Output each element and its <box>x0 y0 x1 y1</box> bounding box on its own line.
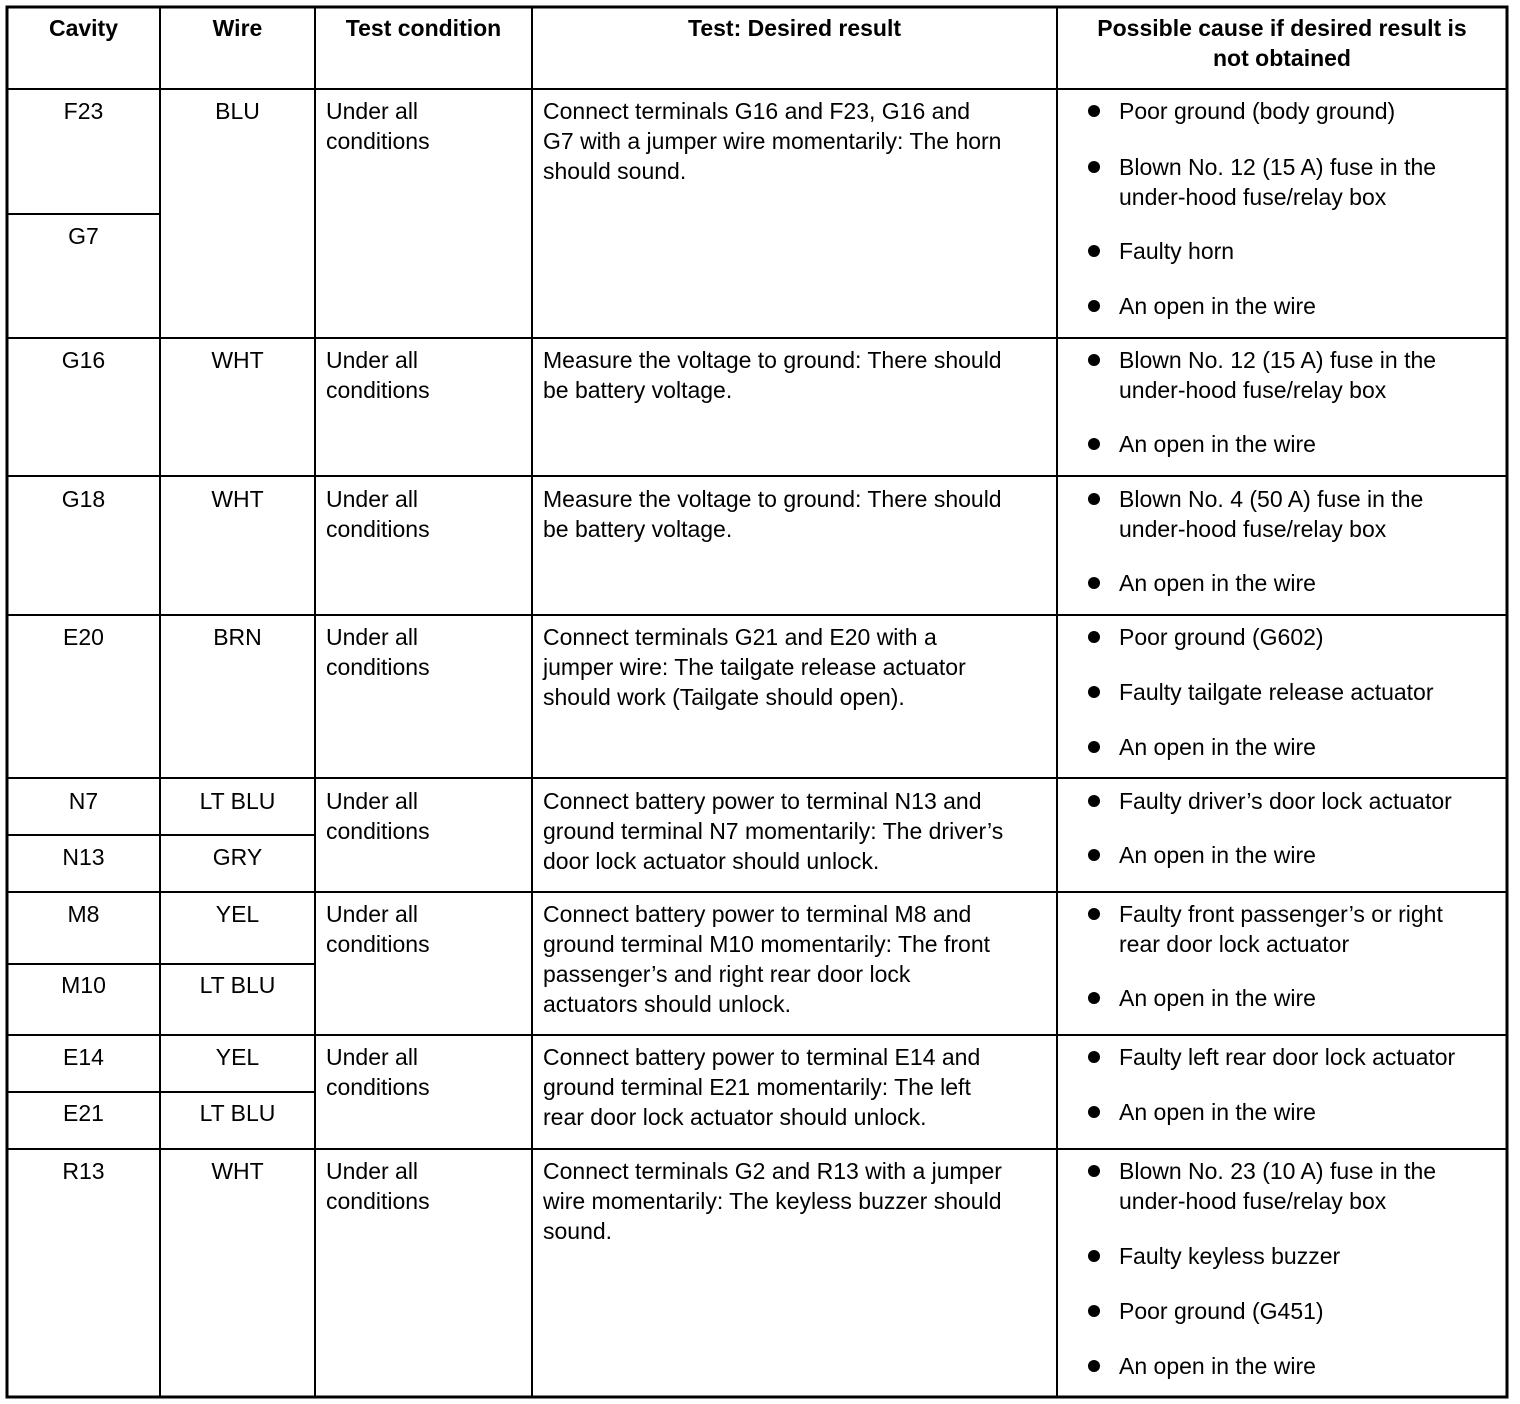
cause-item: Faulty tailgate release actuator <box>1119 679 1434 705</box>
wire-cell: GRY <box>212 844 263 870</box>
bullet-icon <box>1088 354 1100 366</box>
cause-item: An open in the wire <box>1119 1099 1316 1125</box>
bullet-icon <box>1088 300 1100 312</box>
cause-item: An open in the wire <box>1119 985 1316 1011</box>
cavity-cell: F23 <box>63 98 104 124</box>
wire-cell: BLU <box>215 98 260 124</box>
cause-item: Faulty keyless buzzer <box>1119 1243 1341 1269</box>
bullet-icon <box>1088 849 1100 861</box>
wire-cell: WHT <box>211 347 264 373</box>
test-condition-cell: Under all conditions <box>326 1158 430 1214</box>
header-cavity: Cavity <box>48 15 119 41</box>
bullet-icon <box>1088 1051 1100 1063</box>
bullet-icon <box>1088 908 1100 920</box>
test-condition-cell: Under all conditions <box>326 347 430 403</box>
test-condition-cell: Under all conditions <box>326 901 430 957</box>
cause-item: An open in the wire <box>1119 1353 1316 1379</box>
cavity-cell: R13 <box>62 1158 105 1184</box>
cause-item: Poor ground (G451) <box>1119 1298 1324 1324</box>
desired-result-cell: Measure the voltage to ground: There should be battery voltage. <box>543 347 1002 403</box>
bullet-icon <box>1088 795 1100 807</box>
cause-item: Faulty horn <box>1119 238 1235 264</box>
test-condition-cell: Under all conditions <box>326 624 430 680</box>
desired-result-cell: Connect terminals G16 and F23, G16 and G7 with a jumper wire momentarily: The horn should sound. <box>543 98 1002 184</box>
cause-item: Poor ground (body ground) <box>1119 98 1396 124</box>
wire-cell: LT BLU <box>199 972 276 998</box>
bullet-icon <box>1088 493 1100 505</box>
bullet-icon <box>1088 1360 1100 1372</box>
cavity-cell: G18 <box>61 486 106 512</box>
wire-cell: YEL <box>215 1044 260 1070</box>
header-possible-cause: Possible cause if desired result is not obtained <box>1097 15 1467 71</box>
cause-item: Blown No. 12 (15 A) fuse in the under-hood fuse/relay box <box>1119 347 1437 403</box>
bullet-icon <box>1088 438 1100 450</box>
cause-item: An open in the wire <box>1119 842 1316 868</box>
cavity-cell: E14 <box>63 1044 104 1070</box>
wire-cell: LT BLU <box>199 788 276 814</box>
bullet-icon <box>1088 105 1100 117</box>
cavity-cell: G7 <box>68 223 99 249</box>
cause-item: Faulty left rear door lock actuator <box>1119 1044 1456 1070</box>
wire-cell: WHT <box>211 486 264 512</box>
header-desired-result: Test: Desired result <box>687 15 902 41</box>
desired-result-cell: Measure the voltage to ground: There should be battery voltage. <box>543 486 1002 542</box>
cavity-cell: G16 <box>61 347 106 373</box>
cavity-cell: E20 <box>63 624 104 650</box>
cause-item: An open in the wire <box>1119 570 1316 596</box>
cavity-cell: N7 <box>68 788 99 814</box>
bullet-icon <box>1088 1165 1100 1177</box>
bullet-icon <box>1088 686 1100 698</box>
test-condition-cell: Under all conditions <box>326 98 430 154</box>
cause-item: An open in the wire <box>1119 431 1316 457</box>
cavity-cell: N13 <box>62 844 105 870</box>
cause-item: Blown No. 12 (15 A) fuse in the under-hood fuse/relay box <box>1119 154 1437 210</box>
cause-item: Blown No. 4 (50 A) fuse in the under-hood fuse/relay box <box>1119 486 1424 542</box>
desired-result-cell: Connect battery power to terminal M8 and ground terminal M10 momentarily: The front passenger’s and right rear door lock actuators should unlock. <box>543 901 990 1017</box>
desired-result-cell: Connect battery power to terminal E14 and ground terminal E21 momentarily: The left rear door lock actuator should unlock. <box>543 1044 981 1130</box>
cause-item: Faulty front passenger’s or right rear door lock actuator <box>1119 901 1443 957</box>
test-condition-cell: Under all conditions <box>326 1044 430 1100</box>
wire-cell: WHT <box>211 1158 264 1184</box>
cavity-cell: M10 <box>61 972 106 998</box>
wire-cell: LT BLU <box>199 1100 276 1126</box>
desired-result-cell: Connect battery power to terminal N13 and ground terminal N7 momentarily: The driver’s door lock actuator should unlock. <box>543 788 1004 874</box>
cause-item: Blown No. 23 (10 A) fuse in the under-hood fuse/relay box <box>1119 1158 1437 1214</box>
cause-item: An open in the wire <box>1119 293 1316 319</box>
bullet-icon <box>1088 631 1100 643</box>
header-test-condition: Test condition <box>345 15 502 41</box>
bullet-icon <box>1088 992 1100 1004</box>
bullet-icon <box>1088 577 1100 589</box>
bullet-icon <box>1088 245 1100 257</box>
desired-result-cell: Connect terminals G2 and R13 with a jumper wire momentarily: The keyless buzzer should sound. <box>543 1158 1002 1244</box>
wire-cell: YEL <box>215 901 260 927</box>
bullet-icon <box>1088 1106 1100 1118</box>
desired-result-cell: Connect terminals G21 and E20 with a jumper wire: The tailgate release actuator should work (Tailgate should open). <box>543 624 966 710</box>
test-condition-cell: Under all conditions <box>326 788 430 844</box>
wire-cell: BRN <box>213 624 262 650</box>
bullet-icon <box>1088 1305 1100 1317</box>
cause-item: Poor ground (G602) <box>1119 624 1324 650</box>
bullet-icon <box>1088 161 1100 173</box>
cause-item: Faulty driver’s door lock actuator <box>1119 788 1452 814</box>
cavity-cell: M8 <box>67 901 100 927</box>
test-condition-cell: Under all conditions <box>326 486 430 542</box>
header-wire: Wire <box>212 15 263 41</box>
bullet-icon <box>1088 1250 1100 1262</box>
cause-item: An open in the wire <box>1119 734 1316 760</box>
cavity-cell: E21 <box>63 1100 104 1126</box>
bullet-icon <box>1088 741 1100 753</box>
